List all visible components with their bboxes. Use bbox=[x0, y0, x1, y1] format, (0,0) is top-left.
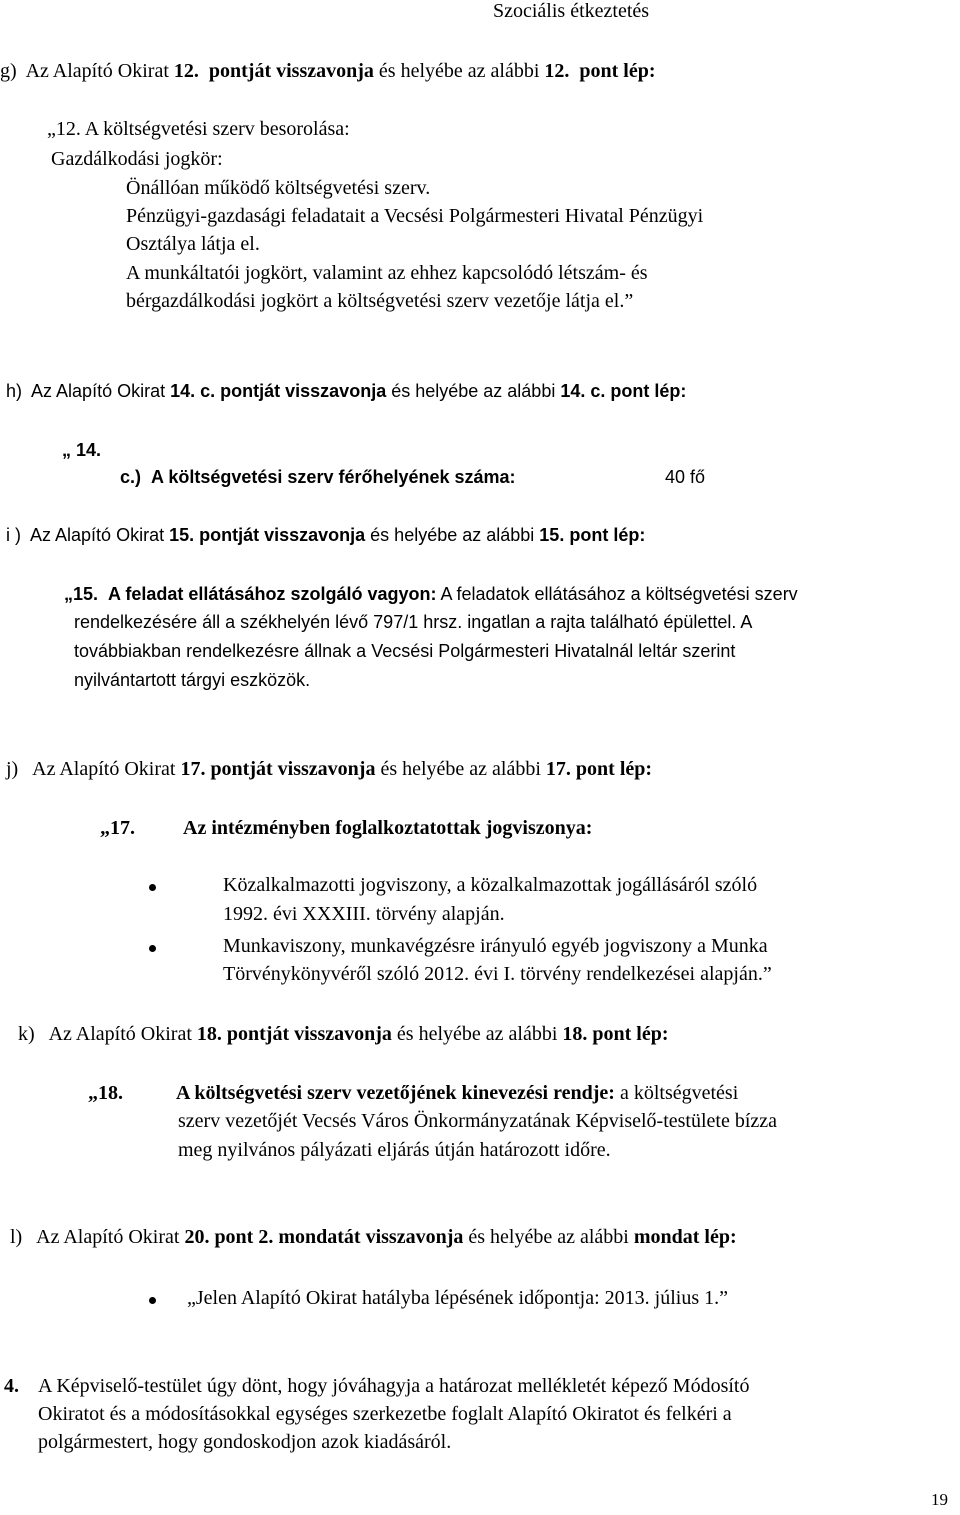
section-g-label: g) bbox=[0, 60, 17, 82]
section-4-line-2: Okiratot és a módosításokkal egységes szerkezetbe foglalt Alapító Okiratot és felkéri a bbox=[38, 1403, 732, 1425]
section-h-quote: „ 14. bbox=[62, 440, 102, 460]
section-k-line: k) Az Alapító Okirat 18. pontját visszavonja és helyébe az alábbi 18. pont lép: bbox=[18, 1023, 669, 1045]
section-k-body-2: szerv vezetőjét Vecsés Város Önkormányzatának Képviselő-testülete bízza bbox=[178, 1110, 778, 1132]
section-g-line: g) Az Alapító Okirat 12. pontját visszavonja és helyébe az alábbi 12. pont lép: bbox=[0, 60, 656, 82]
section-g-line-1: Önállóan működő költségvetési szerv. bbox=[126, 177, 431, 199]
page-number: 19 bbox=[931, 1490, 948, 1509]
section-h-sub: c.) A költségvetési szerv férőhelyének száma: bbox=[120, 467, 516, 487]
section-i-body-1: „15. A feladat ellátásához szolgáló vagyon: A feladatok ellátásához a költségvetési szerv bbox=[64, 584, 798, 604]
page-header: Szociális étkeztetés bbox=[493, 0, 650, 22]
section-g-line-2: Pénzügyi-gazdasági feladatait a Vecsési Polgármesteri Hivatal Pénzügyi bbox=[126, 205, 704, 227]
section-j-quote: „17. bbox=[100, 817, 135, 839]
section-k-quote: „18. bbox=[88, 1082, 123, 1104]
section-i-body-3: továbbiakban rendelkezésre állnak a Vecsési Polgármesteri Hivatalnál leltár szerint bbox=[74, 641, 736, 661]
section-j-bullet-1-line-2: 1992. évi XXXIII. törvény alapján. bbox=[223, 903, 505, 925]
section-j-label: j) bbox=[6, 758, 19, 780]
section-i-body-4: nyilvántartott tárgyi eszközök. bbox=[74, 670, 311, 690]
section-k-body-3: meg nyilvános pályázati eljárás útján határozott időre. bbox=[178, 1139, 611, 1161]
section-g-subheading: Gazdálkodási jogkör: bbox=[51, 148, 223, 170]
section-j-bullet-2-line-1: Munkaviszony, munkavégzésre irányuló egyéb jogviszony a Munka bbox=[223, 935, 768, 957]
section-h-value: 40 fő bbox=[665, 467, 706, 487]
bullet-icon bbox=[149, 884, 156, 891]
section-l-line: l) Az Alapító Okirat 20. pont 2. mondatát visszavonja és helyébe az alábbi mondat lép: bbox=[10, 1226, 737, 1248]
bullet-icon bbox=[149, 945, 156, 952]
section-4-line-3: polgármestert, hogy gondoskodjon azok kiadásáról. bbox=[38, 1431, 452, 1453]
section-4-label: 4. bbox=[4, 1375, 19, 1397]
section-j-bullet-1-line-1: Közalkalmazotti jogviszony, a közalkalmazottak jogállásáról szóló bbox=[223, 874, 758, 896]
section-k-body-1: A költségvetési szerv vezetőjének kinevezési rendje: a költségvetési bbox=[176, 1082, 739, 1104]
section-g-line-3: Osztálya látja el. bbox=[126, 233, 260, 255]
section-j-heading: Az intézményben foglalkoztatottak jogviszonya: bbox=[183, 817, 593, 839]
bullet-icon bbox=[149, 1297, 156, 1304]
section-h-line: h) Az Alapító Okirat 14. c. pontját visszavonja és helyébe az alábbi 14. c. pont lép: bbox=[6, 381, 687, 401]
section-g-line-5: bérgazdálkodási jogkört a költségvetési szerv vezetője látja el.” bbox=[126, 290, 634, 312]
section-k-label: k) bbox=[18, 1023, 35, 1045]
section-l-label: l) bbox=[10, 1226, 23, 1248]
section-l-bullet: „Jelen Alapító Okirat hatályba lépésének időpontja: 2013. július 1.” bbox=[187, 1287, 728, 1309]
section-i-body-2: rendelkezésére áll a székhelyén lévő 797/1 hrsz. ingatlan a rajta található épülettel. A bbox=[74, 612, 753, 632]
section-j-bullet-2-line-2: Törvénykönyvéről szóló 2012. évi I. törvény rendelkezései alapján.” bbox=[223, 963, 772, 985]
section-i-line: i ) Az Alapító Okirat 15. pontját visszavonja és helyébe az alábbi 15. pont lép: bbox=[6, 525, 646, 545]
section-g-heading: „12. A költségvetési szerv besorolása: bbox=[47, 118, 350, 140]
section-i-label: i ) bbox=[6, 525, 21, 545]
section-j-line: j) Az Alapító Okirat 17. pontját visszavonja és helyébe az alábbi 17. pont lép: bbox=[6, 758, 653, 780]
section-4-line-1: A Képviselő-testület úgy dönt, hogy jóváhagyja a határozat mellékletét képező Módosító bbox=[38, 1375, 750, 1397]
section-h-label: h) bbox=[6, 381, 23, 401]
section-g-line-4: A munkáltatói jogkört, valamint az ehhez kapcsolódó létszám- és bbox=[126, 262, 648, 284]
